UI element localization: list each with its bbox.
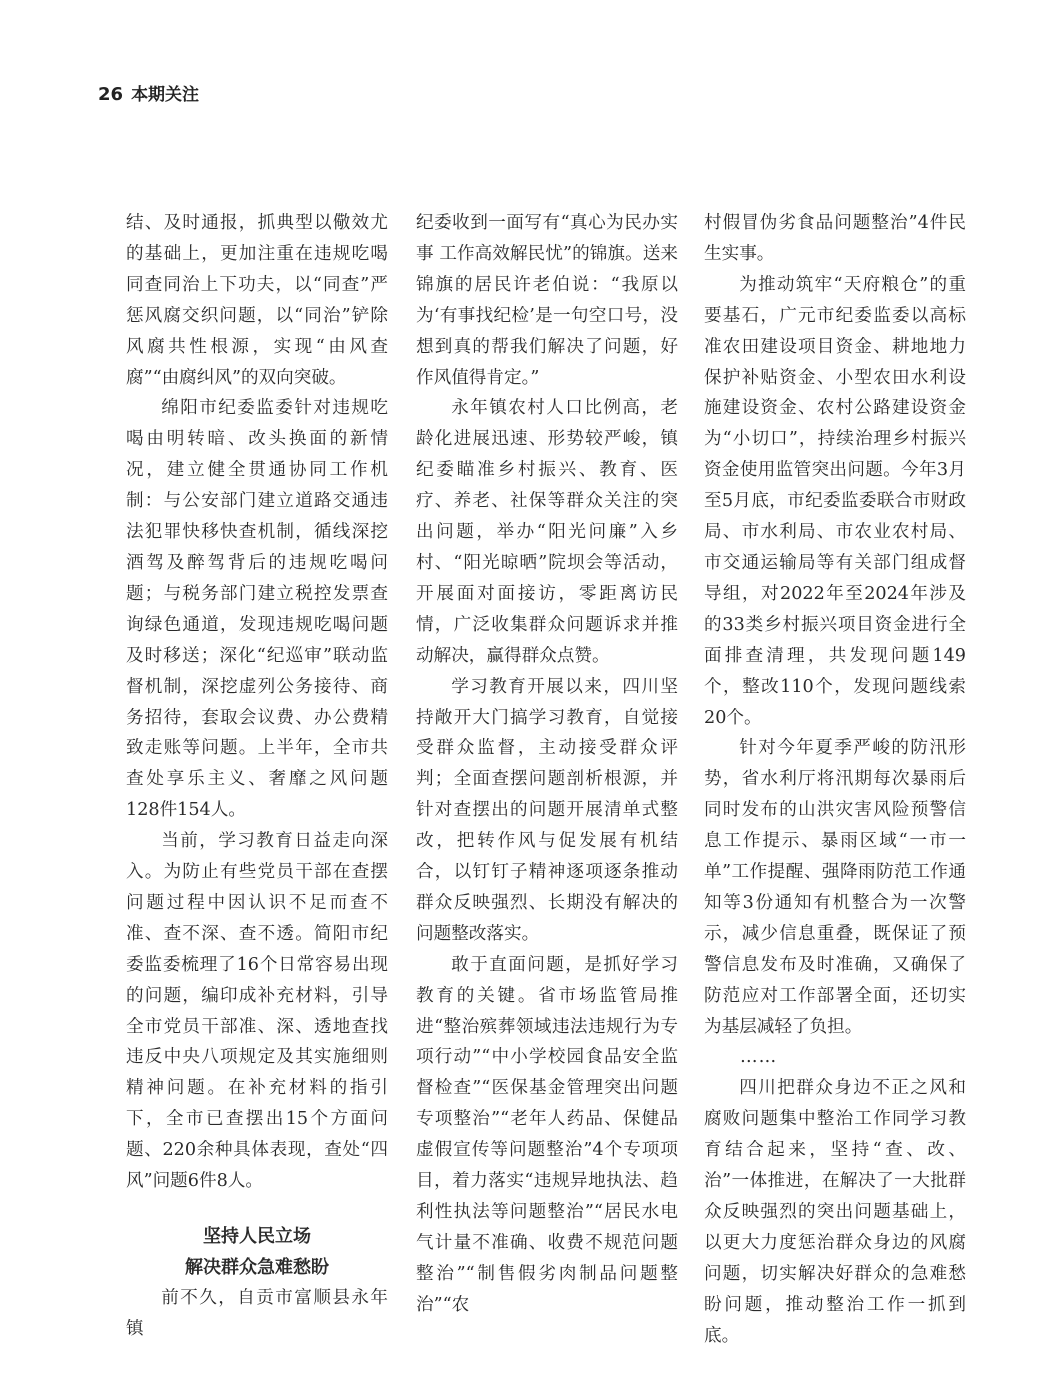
paragraph: 纪委收到一面写有“真心为民办实事 工作高效解民忧”的锦旗。送来锦旗的居民许老伯说：“我原以为‘有事找纪检’是一句空口号，没想到真的帮我们解决了问题，好作风值得肯定。” [416, 213, 678, 388]
paragraph: 当前，学习教育日益走向深入。为防止有些党员干部在查摆问题过程中因认识不足而查不准、查不深、查不透。简阳市纪委监委梳理了16个日常容易出现的问题，编印成补充材料，引导全市党员干部准、深、透地查找违反中央八项规定及其实施细则精神问题。在补充材料的指引下，全市已查摆出15个方面问题、220余种具体表现，查处“四风”问题6件8人。 [126, 831, 388, 1192]
paragraph: 绵阳市纪委监委针对违规吃喝由明转暗、改头换面的新情况，建立健全贯通协同工作机制：与公安部门建立道路交通违法犯罪快移快查机制，循线深挖酒驾及醉驾背后的违规吃喝问题；与税务部门建立税控发票查询绿色通道，发现违规吃喝问题及时移送；深化“纪巡审”联动监督机制，深挖虚列公务接待、商务招待，套取会议费、办公费精致走账等问题。上半年，全市共查处享乐主义、奢靡之风问题128件154人。 [126, 398, 388, 821]
column-3 [704, 208, 966, 1352]
paragraph: 针对今年夏季严峻的防汛形势，省水利厅将汛期每次暴雨后同时发布的山洪灾害风险预警信息工作提示、暴雨区域“一市一单”工作提醒、强降雨防范工作通知等3份通知有机整合为一次警示，减少信息重叠，既保证了预警信息发布及时准确，又确保了防范应对工作部署全面，还切实为基层减轻了负担。 [704, 738, 966, 1037]
paragraph: 永年镇农村人口比例高，老龄化进展迅速、形势较严峻，镇纪委瞄准乡村振兴、教育、医疗、养老、社保等群众关注的突出问题，举办“阳光问廉”入乡村、“阳光晾晒”院坝会等活动，开展面对面接访，零距离访民情，广泛收集群众问题诉求并推动解决，赢得群众点赞。 [416, 398, 678, 666]
section-title: 本期关注 [131, 85, 200, 105]
ellipsis: …… [740, 1047, 778, 1068]
column-2 [416, 208, 678, 1321]
page-number: 26 [98, 84, 124, 105]
subheading [126, 1221, 388, 1283]
subheading-line-1: 坚持人民立场 [203, 1226, 311, 1247]
paragraph: 学习教育开展以来，四川坚持敞开大门搞学习教育，自觉接受群众监督，主动接受群众评判；全面查摆问题剖析根源，并针对查摆出的问题开展清单式整改，把转作风与促发展有机结合，以钉钉子精神逐项逐条推动群众反映强烈、长期没有解决的问题整改落实。 [416, 676, 678, 944]
paragraph: 为推动筑牢“天府粮仓”的重要基石，广元市纪委监委以高标准农田建设项目资金、耕地地力保护补贴资金、小型农田水利设施建设资金、农村公路建设资金为“小切口”，持续治理乡村振兴资金使用监管突出问题。今年3月至5月底，市纪委监委联合市财政局、市水利局、市农业农村局、市交通运输局等有关部门组成督导组，对2022年至2024年涉及的33类乡村振兴项目资金进行全面排查清理，共发现问题149个，整改110个，发现问题线索20个。 [704, 274, 966, 728]
page-header [98, 80, 199, 105]
paragraph: 结、及时通报，抓典型以儆效尤的基础上，更加注重在违规吃喝同查同治上下功夫，以“同查”严惩风腐交织问题，以“同治”铲除风腐共性根源，实现“由风查腐”“由腐纠风”的双向突破。 [126, 213, 388, 388]
paragraph: 村假冒伪劣食品问题整治”4件民生实事。 [704, 213, 966, 264]
column-1 [126, 208, 388, 1345]
subheading-line-2: 解决群众急难愁盼 [185, 1257, 329, 1278]
paragraph: 前不久，自贡市富顺县永年镇 [126, 1288, 388, 1339]
paragraph: 敢于直面问题，是抓好学习教育的关键。省市场监管局推进“整治殡葬领域违法违规行为专项行动”“中小学校园食品安全监督检查”“医保基金管理突出问题专项整治”“老年人药品、保健品虚假宣传等问题整治”4个专项项目，着力落实“违规异地执法、趋利性执法等问题整治”“居民水电气计量不准确、收费不规范问题整治”“制售假劣肉制品问题整治”“农 [416, 954, 678, 1315]
paragraph: 四川把群众身边不正之风和腐败问题集中整治工作同学习教育结合起来，坚持“查、改、治”一体推进，在解决了一大批群众反映强烈的突出问题基础上，以更大力度惩治群众身边的风腐问题，切实解决好群众的急难愁盼问题，推动整治工作一抓到底。 [704, 1078, 966, 1346]
